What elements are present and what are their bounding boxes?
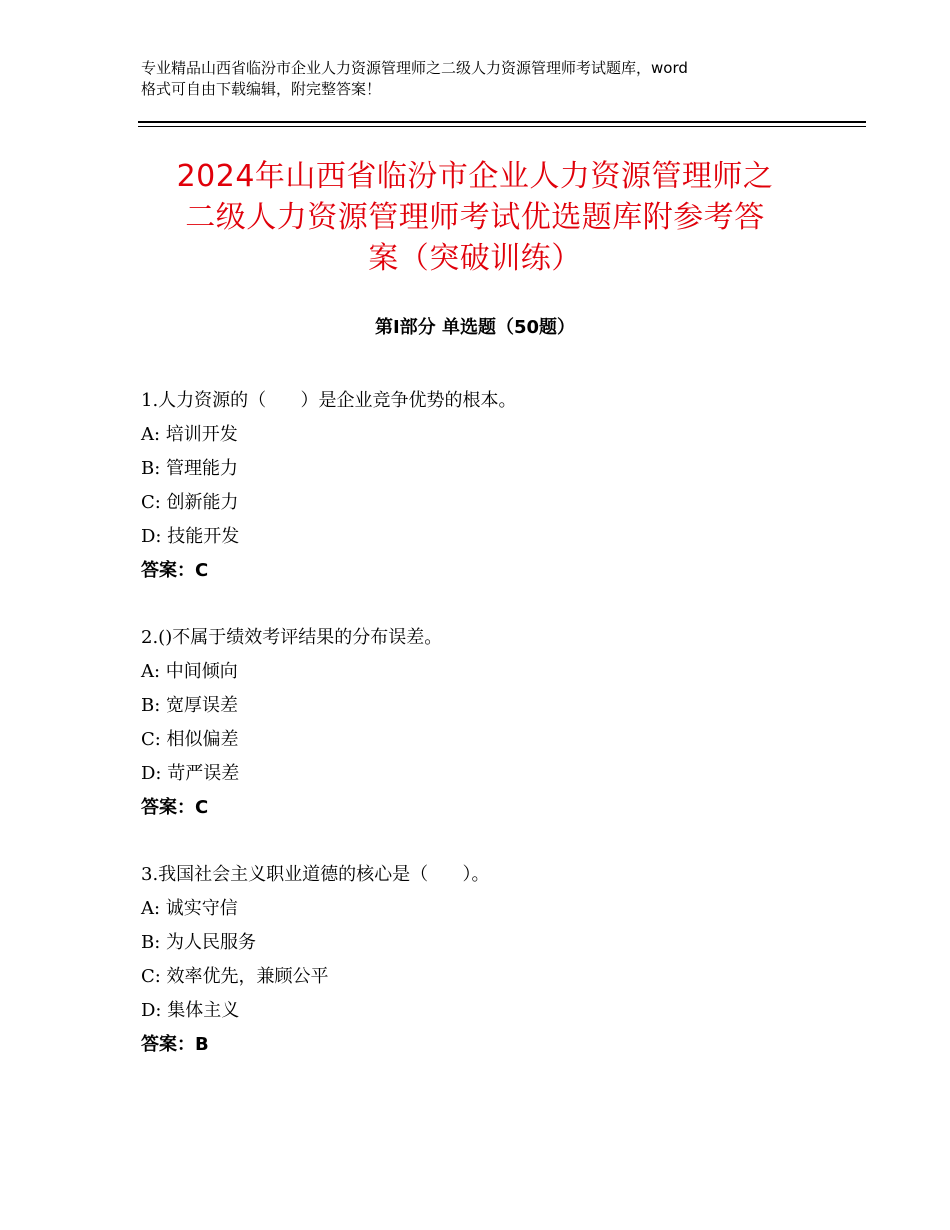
question-list	[141, 384, 841, 1095]
question-stem: 3.我国社会主义职业道德的核心是（ ）。	[141, 864, 490, 885]
header-note-line-1: 专业精品山西省临汾市企业人力资源管理师之二级人力资源管理师考试题库，word	[141, 59, 688, 77]
header-note-line-2: 格式可自由下载编辑，附完整答案！	[141, 80, 382, 98]
option-c: C: 效率优先，兼顾公平	[141, 966, 329, 987]
question-1	[141, 384, 841, 588]
option-d: D: 集体主义	[141, 1000, 240, 1021]
header-divider-thin	[138, 126, 866, 127]
option-b: B: 管理能力	[141, 458, 239, 479]
header-divider-thick	[138, 121, 866, 123]
title-line-3: 案（突破训练）	[368, 241, 582, 276]
option-b: B: 宽厚误差	[141, 695, 239, 716]
question-stem: 2.()不属于绩效考评结果的分布误差。	[141, 627, 443, 648]
title-line-1: 2024年山西省临汾市企业人力资源管理师之	[176, 159, 774, 194]
title-line-2: 二级人力资源管理师考试优选题库附参考答	[185, 200, 765, 235]
option-a: A: 培训开发	[141, 424, 238, 445]
header-note	[141, 58, 841, 100]
option-c: C: 创新能力	[141, 492, 239, 513]
option-a: A: 中间倾向	[141, 661, 238, 682]
answer: 答案：C	[141, 560, 209, 581]
option-a: A: 诚实守信	[141, 898, 238, 919]
option-d: D: 苛严误差	[141, 763, 240, 784]
option-d: D: 技能开发	[141, 526, 240, 547]
answer: 答案：B	[141, 1034, 209, 1055]
question-3	[141, 858, 841, 1062]
question-stem: 1.人力资源的（ ）是企业竞争优势的根本。	[141, 390, 517, 411]
document-title	[120, 156, 830, 279]
section-title: 第Ⅰ部分 单选题（50题）	[374, 317, 575, 338]
question-2	[141, 621, 841, 825]
option-b: B: 为人民服务	[141, 932, 257, 953]
option-c: C: 相似偏差	[141, 729, 239, 750]
answer: 答案：C	[141, 797, 209, 818]
